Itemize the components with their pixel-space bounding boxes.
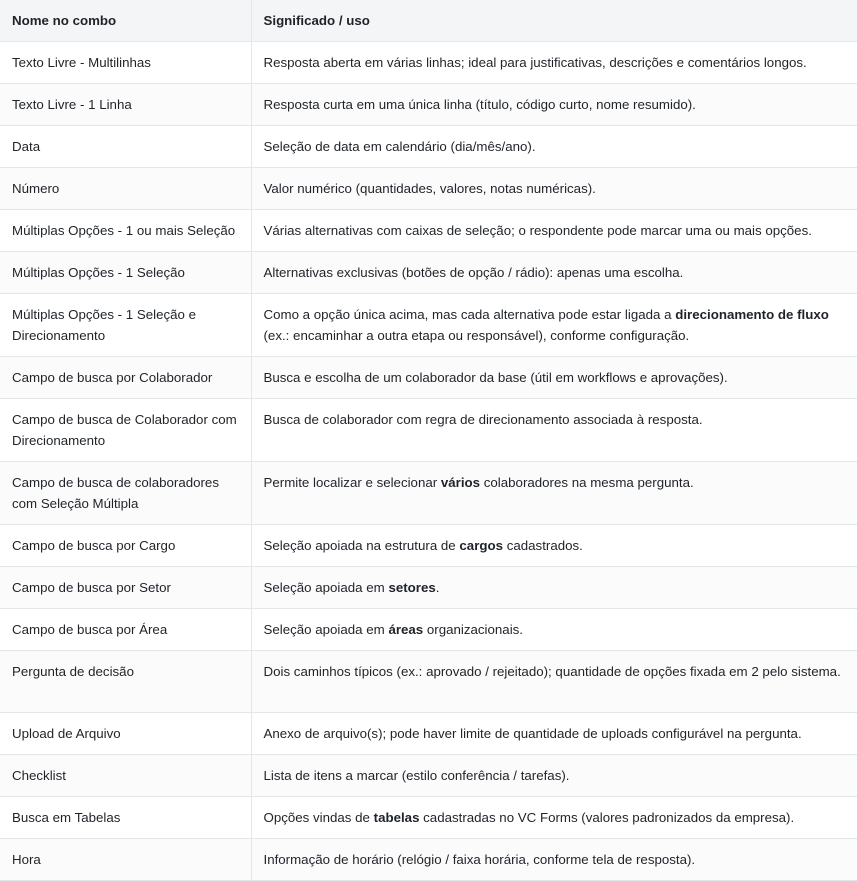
field-type-name: Pergunta de decisão xyxy=(0,651,251,713)
table-body xyxy=(0,42,857,881)
description-text: Informação de horário (relógio / faixa horária, conforme tela de resposta). xyxy=(263,852,696,867)
table-row xyxy=(0,252,857,294)
field-type-name: Checklist xyxy=(0,755,251,797)
field-type-description xyxy=(251,294,857,357)
field-type-name: Data xyxy=(0,126,251,168)
table-row xyxy=(0,713,857,755)
description-text: Valor numérico (quantidades, valores, notas numéricas). xyxy=(263,181,596,196)
description-text: Seleção apoiada em xyxy=(263,580,389,595)
field-type-description xyxy=(251,462,857,525)
table-row xyxy=(0,839,857,881)
field-type-description xyxy=(251,839,857,881)
field-type-description xyxy=(251,399,857,462)
description-text: cadastradas no VC Forms (valores padronizados da empresa). xyxy=(419,810,795,825)
field-type-description xyxy=(251,797,857,839)
field-type-name: Hora xyxy=(0,839,251,881)
description-text: Resposta aberta em várias linhas; ideal para justificativas, descrições e comentários longos. xyxy=(263,55,807,70)
description-text: Permite localizar e selecionar xyxy=(263,475,441,490)
header-meaning: Significado / uso xyxy=(251,0,857,42)
table-row xyxy=(0,42,857,84)
header-name: Nome no combo xyxy=(0,0,251,42)
table-row xyxy=(0,168,857,210)
description-text: Resposta curta em uma única linha (título, código curto, nome resumido). xyxy=(263,97,696,112)
table-row xyxy=(0,399,857,462)
field-type-description xyxy=(251,651,857,713)
field-type-name: Campo de busca de Colaborador com Direcionamento xyxy=(0,399,251,462)
field-type-description xyxy=(251,84,857,126)
description-text: Seleção apoiada em xyxy=(263,622,389,637)
description-text: Várias alternativas com caixas de seleção; o respondente pode marcar uma ou mais opções. xyxy=(263,223,812,238)
description-bold-text: direcionamento de fluxo xyxy=(675,307,829,322)
field-type-description xyxy=(251,525,857,567)
field-type-name: Múltiplas Opções - 1 ou mais Seleção xyxy=(0,210,251,252)
table-header-row xyxy=(0,0,857,42)
description-text: Dois caminhos típicos (ex.: aprovado / rejeitado); quantidade de opções fixada em 2 pelo sistema. xyxy=(263,664,841,679)
field-type-description xyxy=(251,210,857,252)
description-text: Alternativas exclusivas (botões de opção / rádio): apenas uma escolha. xyxy=(263,265,684,280)
description-bold-text: cargos xyxy=(459,538,504,553)
table-row xyxy=(0,84,857,126)
field-type-name: Campo de busca de colaboradores com Seleção Múltipla xyxy=(0,462,251,525)
description-text: Como a opção única acima, mas cada alternativa pode estar ligada a xyxy=(263,307,676,322)
description-text: Anexo de arquivo(s); pode haver limite de quantidade de uploads configurável na pergunta. xyxy=(263,726,802,741)
table-row xyxy=(0,797,857,839)
description-text: Opções vindas de xyxy=(263,810,374,825)
description-text: Seleção apoiada na estrutura de xyxy=(263,538,460,553)
field-type-name: Campo de busca por Cargo xyxy=(0,525,251,567)
description-bold-text: vários xyxy=(440,475,481,490)
table-row xyxy=(0,126,857,168)
field-type-description xyxy=(251,357,857,399)
table-row xyxy=(0,567,857,609)
field-type-description xyxy=(251,609,857,651)
field-type-name: Número xyxy=(0,168,251,210)
table-row xyxy=(0,525,857,567)
table-row xyxy=(0,210,857,252)
description-text: organizacionais. xyxy=(423,622,523,637)
field-type-name: Texto Livre - 1 Linha xyxy=(0,84,251,126)
description-text: . xyxy=(435,580,440,595)
description-bold-text: tabelas xyxy=(373,810,420,825)
table-row xyxy=(0,294,857,357)
field-type-description xyxy=(251,713,857,755)
field-type-name: Campo de busca por Área xyxy=(0,609,251,651)
description-text: Busca e escolha de um colaborador da base (útil em workflows e aprovações). xyxy=(263,370,728,385)
field-type-description xyxy=(251,567,857,609)
description-text: Busca de colaborador com regra de direcionamento associada à resposta. xyxy=(263,412,703,427)
table-row xyxy=(0,462,857,525)
field-type-name: Busca em Tabelas xyxy=(0,797,251,839)
description-bold-text: setores xyxy=(388,580,436,595)
field-type-name: Múltiplas Opções - 1 Seleção e Direcionamento xyxy=(0,294,251,357)
table-row xyxy=(0,651,857,713)
field-type-name: Texto Livre - Multilinhas xyxy=(0,42,251,84)
field-type-name: Campo de busca por Setor xyxy=(0,567,251,609)
field-type-description xyxy=(251,42,857,84)
field-type-name: Múltiplas Opções - 1 Seleção xyxy=(0,252,251,294)
description-bold-text: áreas xyxy=(388,622,424,637)
description-text: Lista de itens a marcar (estilo conferência / tarefas). xyxy=(263,768,570,783)
field-type-name: Campo de busca por Colaborador xyxy=(0,357,251,399)
table-row xyxy=(0,609,857,651)
table-row xyxy=(0,357,857,399)
description-text: Seleção de data em calendário (dia/mês/ano). xyxy=(263,139,536,154)
field-type-description xyxy=(251,252,857,294)
field-type-name: Upload de Arquivo xyxy=(0,713,251,755)
description-text: (ex.: encaminhar a outra etapa ou responsável), conforme configuração. xyxy=(263,328,690,343)
table-row xyxy=(0,755,857,797)
description-text: colaboradores na mesma pergunta. xyxy=(480,475,694,490)
field-type-description xyxy=(251,755,857,797)
field-type-description xyxy=(251,168,857,210)
field-type-description xyxy=(251,126,857,168)
description-text: cadastrados. xyxy=(503,538,583,553)
